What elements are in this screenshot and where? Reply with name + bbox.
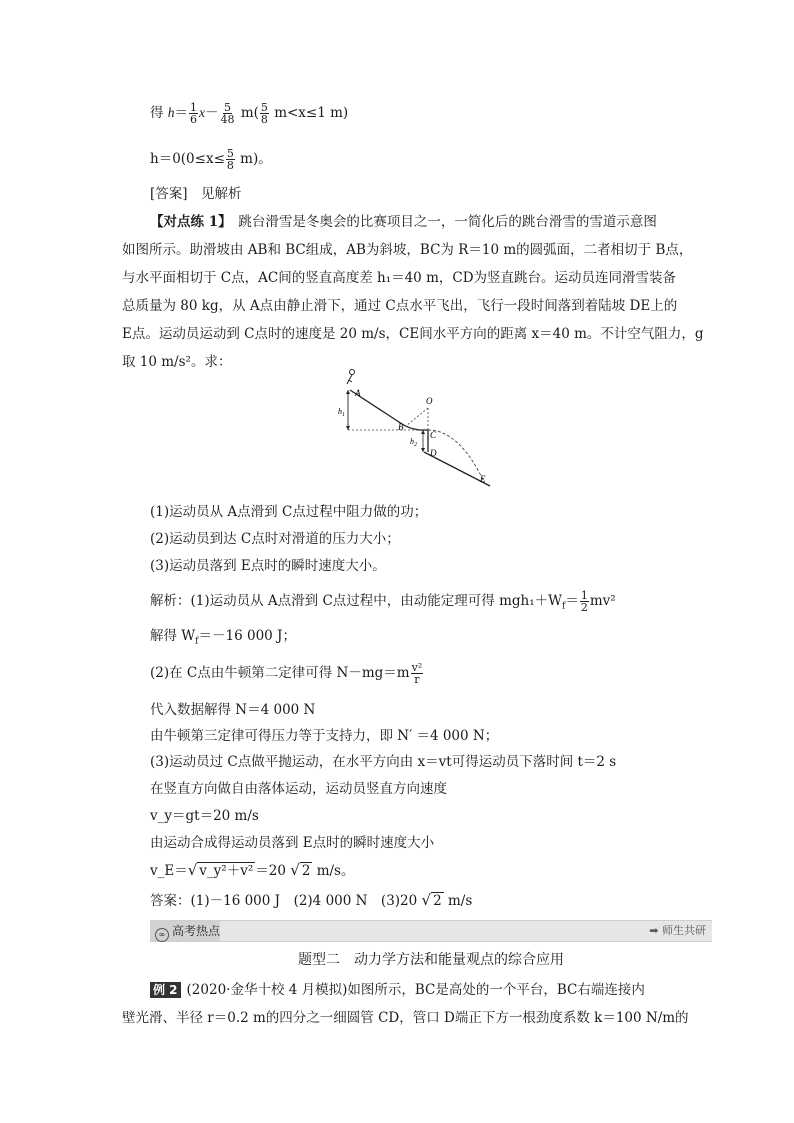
ski-jump-diagram xyxy=(330,368,500,496)
flight-path xyxy=(428,430,485,484)
fraction: $\frac{1}{6}$ xyxy=(190,101,198,126)
exercise-line-6: 取 10 m/s²。求： xyxy=(122,354,232,370)
fraction: $\frac{1}{2}$ xyxy=(580,589,588,614)
question-3: (3)运动员落到 E点时的瞬时速度大小。 xyxy=(150,558,386,574)
exercise-line-5: E点。运动员运动到 C点时的速度是 20 m/s，CE间水平方向的距离 x＝40 m。不计空气阻力，g xyxy=(122,326,704,342)
example-line-1: 例 2 (2020·金华十校 4 月模拟)如图所示，BC是高处的一个平台，BC右端连接内 xyxy=(150,980,645,1000)
label-h2: $h_2$ xyxy=(410,437,417,448)
analysis-line-8: v_y＝gt＝20 m/s xyxy=(150,808,259,824)
label-h1: $h_1$ xyxy=(338,407,345,418)
label-c: C xyxy=(430,430,437,440)
solution-line-2: h＝0(0≤x≤ $\frac{5}{8}$ m)。 xyxy=(150,147,272,172)
analysis-line-5: 由牛顿第三定律可得压力等于支持力，即 N′ ＝4 000 N； xyxy=(150,728,499,744)
analysis-line-9: 由运动合成得运动员落到 E点时的瞬时速度大小 xyxy=(150,835,435,851)
fraction: $\frac{\text{v²}}{r}$ xyxy=(411,661,423,686)
link-icon: ∞ xyxy=(155,928,169,942)
exercise-line-1: 【对点练 1】 跳台滑雪是冬奥会的比赛项目之一，一简化后的跳台滑雪的雪道示意图 xyxy=(150,214,657,230)
label-d: D xyxy=(430,448,437,458)
analysis-line-6: (3)运动员过 C点做平抛运动，在水平方向由 x＝vt可得运动员下落时间 t＝2 s xyxy=(150,754,617,770)
skier-icon xyxy=(347,370,355,385)
analysis-line-10: v_E＝√ v_y²＋v² ＝20 √ 2 m/s。 xyxy=(150,861,355,879)
question-1: (1)运动员从 A点滑到 C点过程中阻力做的功； xyxy=(150,504,428,520)
analysis-line-7: 在竖直方向做自由落体运动，运动员竖直方向速度 xyxy=(150,781,447,797)
example-line-2: 壁光滑、半径 r＝0.2 m的四分之一细圆管 CD，管口 D端正下方一根劲度系数 k＝100 N/m的 xyxy=(122,1010,689,1026)
label-a: A xyxy=(355,388,361,398)
banner-left: ∞ 高考热点 xyxy=(150,921,220,941)
section-title: 题型二 动力学方法和能量观点的综合应用 xyxy=(298,952,564,968)
exercise-label: 【对点练 1】 xyxy=(150,214,225,230)
answer-summary: 答案：(1)－16 000 J (2)4 000 N (3)20 √ 2 m/s xyxy=(150,891,473,909)
answer-line: [答案] 见解析 xyxy=(150,186,242,202)
section-banner xyxy=(150,920,712,942)
label-b: B xyxy=(398,422,404,432)
label-e: E xyxy=(480,474,486,484)
analysis-line-1: 解析：(1)运动员从 A点滑到 C点过程中，由动能定理可得 $mgh_1+W_f=$ $\frac{1}{2}$ mv² xyxy=(150,589,616,614)
exercise-line-3: 与水平面相切于 C点，AC间的竖直高度差 h₁＝40 m，CD为竖直跳台。运动员连同滑雪装备 xyxy=(122,270,677,286)
exercise-line-2: 如图所示。助滑坡由 AB和 BC组成，AB为斜坡，BC为 R＝10 m的圆弧面，二者相切于 B点， xyxy=(122,242,693,258)
solution-line-1: 得 h＝ $\frac{1}{6}$ x－ $\frac{5}{48}$ m( $\frac{5}{8}$ m<x≤1 m) xyxy=(150,101,349,126)
label-o: O xyxy=(426,396,433,406)
analysis-line-2: 解得 $W_f=-16$ 000 J； xyxy=(150,628,296,647)
slope-ab-bc xyxy=(350,390,428,430)
banner-right: ➡ 师生共研 xyxy=(649,924,706,937)
question-2: (2)运动员到达 C点时对滑道的压力大小； xyxy=(150,531,400,547)
analysis-line-4: 代入数据解得 N＝4 000 N xyxy=(150,702,316,718)
analysis-line-3: (2)在 C点由牛顿第二定律可得 N－mg＝m $\frac{\text{v²}}{r}$ xyxy=(150,661,423,686)
exercise-line-4: 总质量为 80 kg，从 A点由静止滑下，通过 C点水平飞出，飞行一段时间落到着陆坡 DE上的 xyxy=(122,298,678,314)
fraction: $\frac{5}{48}$ xyxy=(220,101,235,126)
fraction: $\frac{5}{8}$ xyxy=(260,101,268,126)
example-tag: 例 2 xyxy=(150,982,181,998)
fraction: $\frac{5}{8}$ xyxy=(226,147,234,172)
